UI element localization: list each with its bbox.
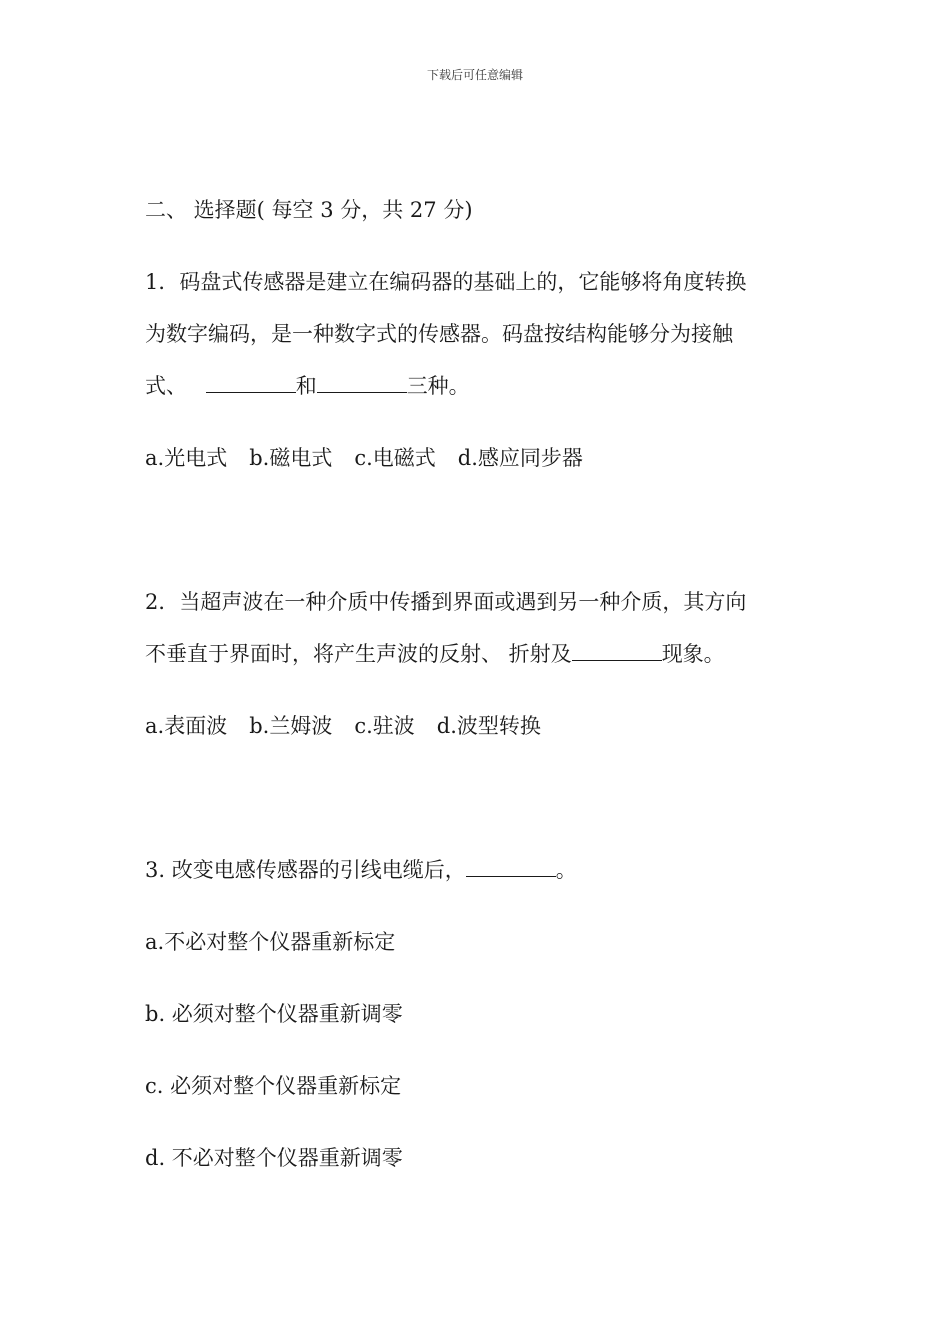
question-2-blank-1[interactable] — [572, 642, 662, 661]
question-2-option-c[interactable]: c.驻波 — [354, 714, 415, 738]
question-1-option-c[interactable]: c.电磁式 — [354, 446, 436, 470]
question-1-option-a[interactable]: a.光电式 — [145, 446, 228, 470]
question-1-blank-2[interactable] — [317, 374, 407, 393]
page-header-note: 下载后可任意编辑 — [426, 68, 523, 82]
question-1-blank-1[interactable] — [206, 374, 296, 393]
question-1-option-d[interactable]: d.感应同步器 — [457, 446, 583, 470]
question-1-options — [145, 444, 605, 472]
question-3-blank-1[interactable] — [466, 858, 556, 877]
question-1-line-1: 1．码盘式传感器是建立在编码器的基础上的，它能够将角度转换 — [145, 270, 747, 294]
section-title: 二、 选择题( 每空 3 分，共 27 分) — [145, 198, 473, 222]
question-3-option-c[interactable]: c. 必须对整个仪器重新标定 — [145, 1074, 402, 1098]
question-3-text-a: 3. 改变电感传感器的引线电缆后， — [145, 858, 466, 882]
question-1-line-3 — [145, 372, 470, 400]
question-2-text-a: 不垂直于界面时，将产生声波的反射、 折射及 — [145, 642, 572, 666]
question-1-line-2: 为数字编码，是一种数字式的传感器。码盘按结构能够分为接触 — [145, 322, 733, 346]
question-1-text-b: 和 — [295, 374, 317, 398]
question-3-text-b: 。 — [555, 858, 577, 882]
question-1-option-b[interactable]: b.磁电式 — [249, 446, 333, 470]
question-3-line-1 — [145, 856, 577, 884]
question-2-option-b[interactable]: b.兰姆波 — [249, 714, 333, 738]
question-3-option-b[interactable]: b. 必须对整个仪器重新调零 — [145, 1002, 403, 1026]
question-2-options — [145, 712, 563, 740]
question-2-option-d[interactable]: d.波型转换 — [436, 714, 541, 738]
question-2-option-a[interactable]: a.表面波 — [145, 714, 228, 738]
question-2-line-1: 2．当超声波在一种介质中传播到界面或遇到另一种介质，其方向 — [145, 590, 747, 614]
question-2-text-b: 现象。 — [661, 642, 725, 666]
question-1-text-a: 式、 — [145, 374, 194, 398]
question-1-text-c: 三种。 — [406, 374, 470, 398]
question-3-option-a[interactable]: a.不必对整个仪器重新标定 — [145, 930, 396, 954]
question-3-option-d[interactable]: d. 不必对整个仪器重新调零 — [145, 1146, 403, 1170]
question-2-line-2 — [145, 640, 725, 668]
